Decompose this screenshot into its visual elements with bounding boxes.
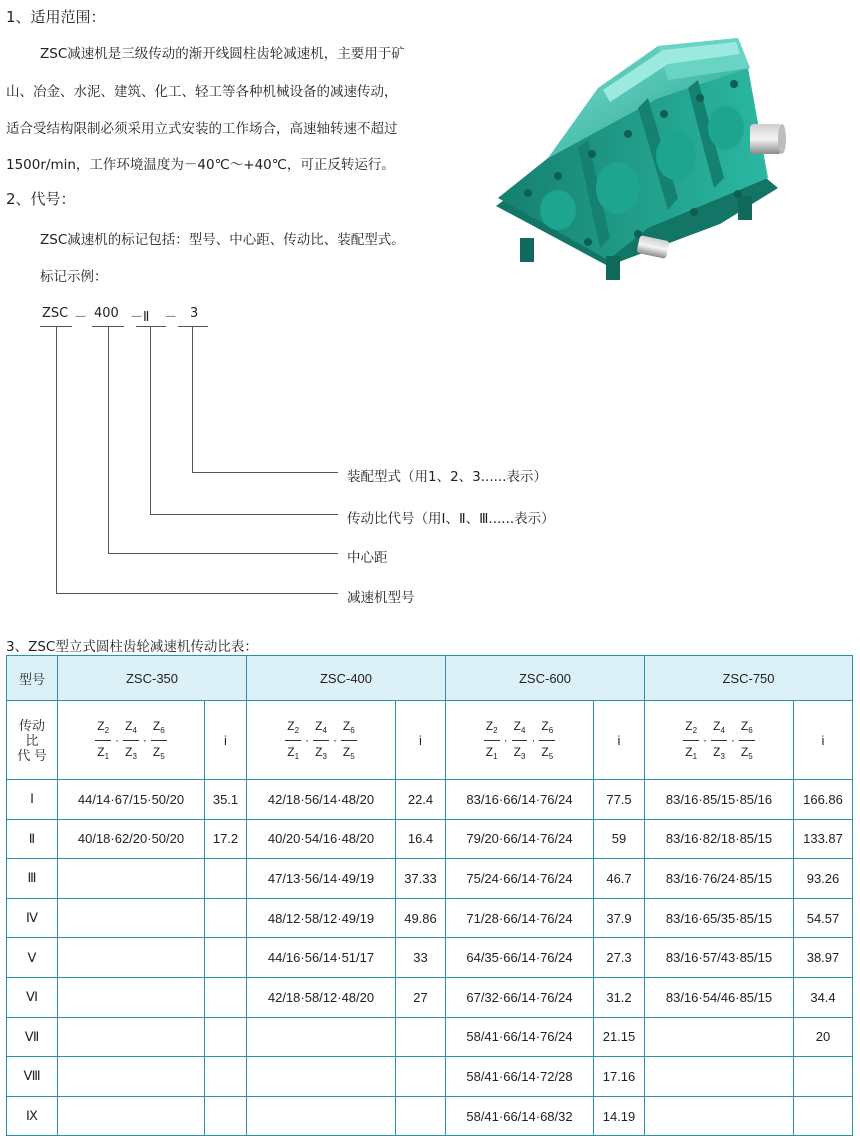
- gear-fraction: $\frac{Z_4}{Z_3}$: [513, 718, 526, 761]
- ratio-code-cell: Ⅲ: [7, 859, 58, 899]
- ratio-value-cell: 17.2: [205, 819, 247, 859]
- ratio-value-cell: [205, 859, 247, 899]
- label-model: 减速机型号: [347, 590, 415, 606]
- table-row: [7, 1057, 853, 1097]
- reducer-machine-image: [488, 28, 786, 288]
- gear-teeth-cell: 40/18·62/20·50/20: [58, 819, 205, 859]
- ratio-value-cell: [205, 1057, 247, 1097]
- ratio-value-cell: 46.7: [594, 859, 645, 899]
- gear-teeth-cell: [58, 859, 205, 899]
- header-zsc-600: ZSC-600: [446, 656, 645, 701]
- section1-heading: 1、适用范围：: [6, 8, 106, 26]
- label-center-distance: 中心距: [347, 550, 388, 566]
- formula-cell-2: $\frac{Z_2}{Z_1}$ · $\frac{Z_4}{Z_3}$ · $\frac{Z_6}{Z_5}$: [446, 701, 594, 780]
- ratio-value-cell: [794, 1057, 853, 1097]
- gear-teeth-cell: [58, 898, 205, 938]
- gear-teeth-cell: 79/20·66/14·76/24: [446, 819, 594, 859]
- gear-teeth-cell: [645, 1017, 794, 1057]
- table-row: [7, 898, 853, 938]
- gear-teeth-cell: 83/16·54/46·85/15: [645, 977, 794, 1017]
- ratio-value-cell: 133.87: [794, 819, 853, 859]
- code-ratio: －Ⅱ: [130, 310, 150, 325]
- ratio-value-cell: 38.97: [794, 938, 853, 978]
- gear-teeth-cell: [58, 977, 205, 1017]
- ratio-value-cell: 37.33: [396, 859, 446, 899]
- gear-teeth-cell: [645, 1096, 794, 1136]
- table-row: [7, 1017, 853, 1057]
- section2-line-1: ZSC减速机的标记包括：型号、中心距、传动比、装配型式。: [40, 232, 405, 248]
- ratio-value-cell: 34.4: [794, 977, 853, 1017]
- ratio-value-cell: 59: [594, 819, 645, 859]
- gear-teeth-cell: 44/14·67/15·50/20: [58, 780, 205, 820]
- gear-teeth-cell: [58, 938, 205, 978]
- gear-teeth-cell: 58/41·66/14·72/28: [446, 1057, 594, 1097]
- gear-teeth-cell: 64/35·66/14·76/24: [446, 938, 594, 978]
- leader-model-h: [56, 593, 338, 594]
- header-model: 型号: [7, 656, 58, 701]
- gear-teeth-cell: 83/16·76/24·85/15: [645, 859, 794, 899]
- ratio-value-cell: 27.3: [594, 938, 645, 978]
- gear-teeth-cell: [247, 1096, 396, 1136]
- gear-teeth-cell: [58, 1096, 205, 1136]
- ratio-value-cell: 37.9: [594, 898, 645, 938]
- ratio-value-cell: [396, 1096, 446, 1136]
- ratio-code-cell: Ⅷ: [7, 1057, 58, 1097]
- ratio-value-cell: [205, 1096, 247, 1136]
- ratio-i-header-2: i: [594, 701, 645, 780]
- gear-fraction: $\frac{Z_2}{Z_1}$: [685, 718, 698, 761]
- leader-model-v: [56, 326, 57, 593]
- gear-teeth-cell: 48/12·58/12·49/19: [247, 898, 396, 938]
- ratio-value-cell: [396, 1057, 446, 1097]
- gear-teeth-cell: 47/13·56/14·49/19: [247, 859, 396, 899]
- code-center-distance: 400: [94, 306, 119, 321]
- section1-line-4: 1500r/min，工作环境温度为－40℃～+40℃，可正反转运行。: [6, 157, 395, 173]
- formula-cell-0: $\frac{Z_2}{Z_1}$ · $\frac{Z_4}{Z_3}$ · $\frac{Z_6}{Z_5}$: [58, 701, 205, 780]
- gear-teeth-cell: 42/18·58/12·48/20: [247, 977, 396, 1017]
- gear-teeth-cell: 83/16·82/18·85/15: [645, 819, 794, 859]
- ratio-i-header-3: i: [794, 701, 853, 780]
- ratio-value-cell: 31.2: [594, 977, 645, 1017]
- code-assembly: 3: [190, 306, 199, 321]
- underline-ratio: [136, 326, 166, 327]
- gear-fraction: $\frac{Z_6}{Z_5}$: [541, 718, 554, 761]
- ratio-code-cell: Ⅵ: [7, 977, 58, 1017]
- section1-line-3: 适合受结构限制必须采用立式安装的工作场合，高速轴转速不超过: [6, 121, 398, 137]
- gear-teeth-cell: 75/24·66/14·76/24: [446, 859, 594, 899]
- section1-line-1: ZSC减速机是三级传动的渐开线圆柱齿轮减速机，主要用于矿: [40, 46, 405, 62]
- gear-fraction: $\frac{Z_6}{Z_5}$: [342, 718, 355, 761]
- ratio-code-cell: Ⅳ: [7, 898, 58, 938]
- section1-line-2: 山、冶金、水泥、建筑、化工、轻工等各种机械设备的减速传动，: [6, 84, 398, 100]
- ratio-code-cell: Ⅸ: [7, 1096, 58, 1136]
- ratio-value-cell: [205, 938, 247, 978]
- section2-heading: 2、代号：: [6, 190, 76, 208]
- ratio-value-cell: [205, 1017, 247, 1057]
- header-ratio-code-line-1: 传动: [18, 717, 45, 733]
- ratio-code-cell: Ⅱ: [7, 819, 58, 859]
- ratio-value-cell: 17.16: [594, 1057, 645, 1097]
- formula-cell-1: $\frac{Z_2}{Z_1}$ · $\frac{Z_4}{Z_3}$ · $\frac{Z_6}{Z_5}$: [247, 701, 396, 780]
- leader-center-h: [108, 553, 338, 554]
- ratio-value-cell: 21.15: [594, 1017, 645, 1057]
- gear-teeth-cell: 44/16·56/14·51/17: [247, 938, 396, 978]
- table-subheader-row: [7, 701, 853, 780]
- gear-teeth-cell: [645, 1057, 794, 1097]
- gear-fraction: $\frac{Z_4}{Z_3}$: [315, 718, 327, 761]
- table-header-row: [7, 656, 853, 701]
- table-row: [7, 819, 853, 859]
- gear-teeth-cell: 58/41·66/14·76/24: [446, 1017, 594, 1057]
- ratio-value-cell: 14.19: [594, 1096, 645, 1136]
- ratio-code-cell: Ⅰ: [7, 780, 58, 820]
- ratio-value-cell: [794, 1096, 853, 1136]
- ratio-value-cell: 77.5: [594, 780, 645, 820]
- underline-assembly: [178, 326, 208, 327]
- leader-ratio-h: [150, 514, 338, 515]
- ratio-value-cell: 33: [396, 938, 446, 978]
- code-dash-1: －: [74, 310, 88, 325]
- table-row: [7, 780, 853, 820]
- gear-teeth-cell: 67/32·66/14·76/24: [446, 977, 594, 1017]
- ratio-value-cell: 27: [396, 977, 446, 1017]
- gear-teeth-cell: 42/18·56/14·48/20: [247, 780, 396, 820]
- gear-fraction: $\frac{Z_2}{Z_1}$: [287, 718, 300, 761]
- gear-fraction: $\frac{Z_2}{Z_1}$: [485, 718, 498, 761]
- ratio-i-header-1: i: [396, 701, 446, 780]
- ratio-code-cell: Ⅴ: [7, 938, 58, 978]
- ratio-value-cell: 20: [794, 1017, 853, 1057]
- table-row: [7, 1096, 853, 1136]
- section2-line-2: 标记示例：: [40, 269, 108, 285]
- table-row: [7, 977, 853, 1017]
- gear-fraction: $\frac{Z_4}{Z_3}$: [125, 718, 137, 761]
- gear-fraction: $\frac{Z_2}{Z_1}$: [97, 718, 110, 761]
- label-assembly: 装配型式（用1、2、3......表示）: [347, 469, 548, 485]
- header-zsc-350: ZSC-350: [58, 656, 247, 701]
- gear-teeth-cell: [247, 1057, 396, 1097]
- leader-assembly-h: [192, 472, 338, 473]
- code-model: ZSC: [42, 306, 69, 321]
- ratio-value-cell: 22.4: [396, 780, 446, 820]
- gear-teeth-cell: 58/41·66/14·68/32: [446, 1096, 594, 1136]
- gear-teeth-cell: 40/20·54/16·48/20: [247, 819, 396, 859]
- header-ratio-code-line-2: 比: [25, 732, 39, 748]
- gear-fraction: $\frac{Z_4}{Z_3}$: [713, 718, 725, 761]
- leader-ratio-v: [150, 326, 151, 514]
- header-ratio-code-line-3: 代 号: [17, 747, 47, 763]
- leader-center-v: [108, 326, 109, 553]
- ratio-value-cell: [205, 898, 247, 938]
- ratio-value-cell: 93.26: [794, 859, 853, 899]
- ratio-value-cell: 49.86: [396, 898, 446, 938]
- ratio-value-cell: [205, 977, 247, 1017]
- gear-teeth-cell: 83/16·65/35·85/15: [645, 898, 794, 938]
- header-zsc-400: ZSC-400: [247, 656, 446, 701]
- code-dash-3: －: [164, 310, 178, 325]
- ratio-i-header-0: i: [205, 701, 247, 780]
- gear-teeth-cell: 83/16·66/14·76/24: [446, 780, 594, 820]
- header-ratio-code: [7, 701, 58, 780]
- gear-teeth-cell: [58, 1017, 205, 1057]
- leader-assembly-v: [192, 326, 193, 472]
- gear-teeth-cell: 83/16·85/15·85/16: [645, 780, 794, 820]
- formula-cell-3: $\frac{Z_2}{Z_1}$ · $\frac{Z_4}{Z_3}$ · $\frac{Z_6}{Z_5}$: [645, 701, 794, 780]
- ratio-value-cell: 16.4: [396, 819, 446, 859]
- table-row: [7, 938, 853, 978]
- gear-teeth-cell: 71/28·66/14·76/24: [446, 898, 594, 938]
- gear-teeth-cell: 83/16·57/43·85/15: [645, 938, 794, 978]
- gear-fraction: $\frac{Z_6}{Z_5}$: [152, 718, 165, 761]
- ratio-value-cell: 35.1: [205, 780, 247, 820]
- label-ratio-code: 传动比代号（用Ⅰ、Ⅱ、Ⅲ......表示）: [347, 511, 555, 527]
- gear-teeth-cell: [247, 1017, 396, 1057]
- ratio-value-cell: 54.57: [794, 898, 853, 938]
- header-zsc-750: ZSC-750: [645, 656, 853, 701]
- table-row: [7, 859, 853, 899]
- gear-teeth-cell: [58, 1057, 205, 1097]
- ratio-code-cell: Ⅶ: [7, 1017, 58, 1057]
- ratio-value-cell: [396, 1017, 446, 1057]
- section3-heading: 3、ZSC型立式圆柱齿轮减速机传动比表：: [6, 639, 258, 655]
- ratio-table: [6, 655, 853, 1136]
- gear-fraction: $\frac{Z_6}{Z_5}$: [740, 718, 753, 761]
- ratio-value-cell: 166.86: [794, 780, 853, 820]
